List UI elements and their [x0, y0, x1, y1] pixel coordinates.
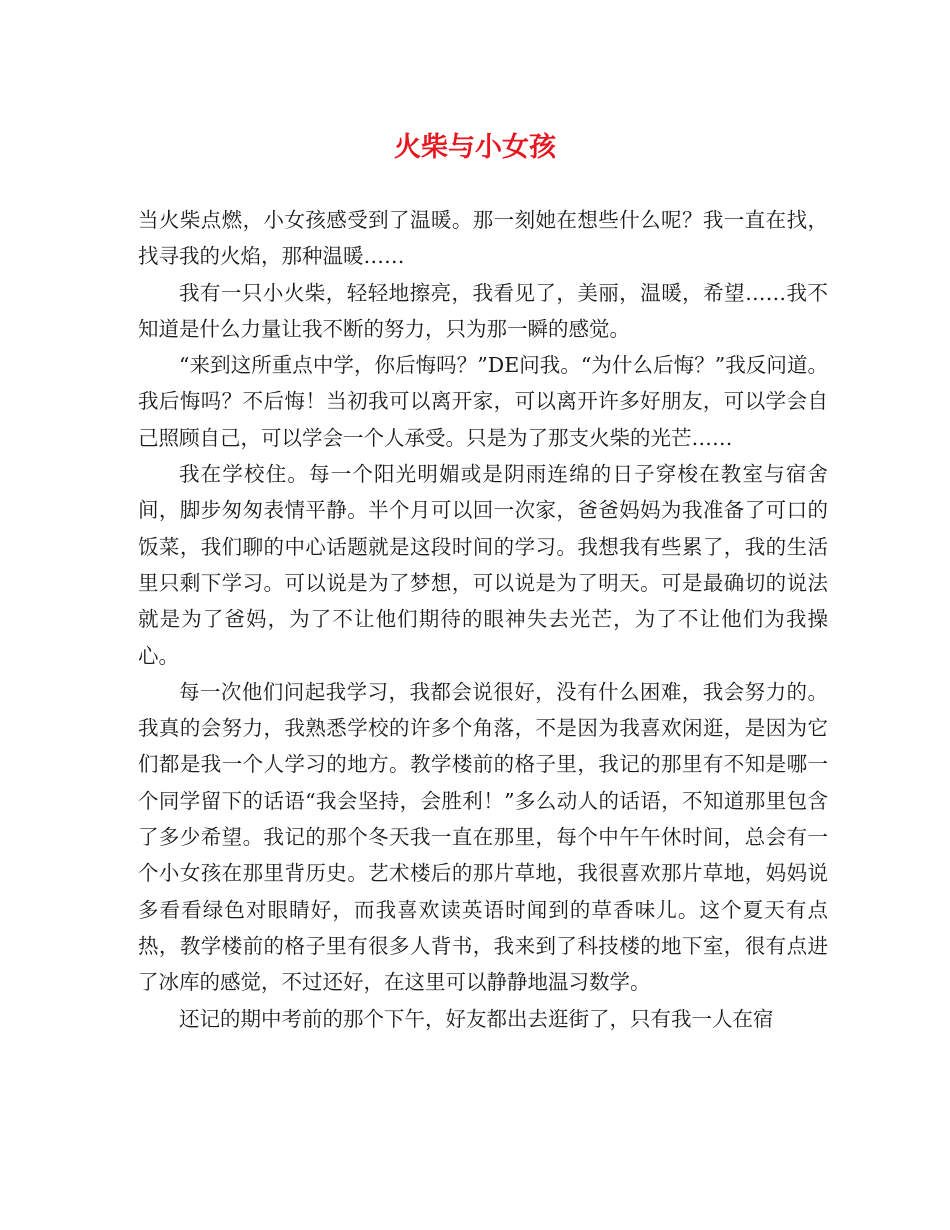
paragraph-2: 我有一只小火柴，轻轻地擦亮，我看见了，美丽，温暖，希望……我不知道是什么力量让我不断的努力，只为那一瞬的感觉。 [138, 280, 828, 341]
paragraph-6: 还记的期中考前的那个下午，好友都出去逛街了，只有我一人在宿 [179, 1006, 774, 1031]
paragraph-4: 我在学校住。每一个阳光明媚或是阴雨连绵的日子穿梭在教室与宿舍间，脚步匆匆表情平静。半个月可以回一次家，爸爸妈妈为我准备了可口的饭菜，我们聊的中心话题就是这段时间的学习。我想我有些累了，我的生活里只剩下学习。可以说是为了梦想，可以说是为了明天。可是最确切的说法就是为了爸妈，为了不让他们期待的眼神失去光芒，为了不让他们为我操心。 [138, 462, 828, 668]
document-body [138, 202, 828, 1037]
paragraph-5: 每一次他们问起我学习，我都会说很好，没有什么困难，我会努力的。我真的会努力，我熟悉学校的许多个角落，不是因为我喜欢闲逛，是因为它们都是我一个人学习的地方。教学楼前的格子里，我记的那里有不知是哪一个同学留下的话语“我会坚持，会胜利！”多么动人的话语，不知道那里包含了多少希望。我记的那个冬天我一直在那里，每个中午午休时间，总会有一个小女孩在那里背历史。艺术楼后的那片草地，我很喜欢那片草地，妈妈说多看看绿色对眼睛好，而我喜欢读英语时闻到的草香味儿。这个夏天有点热，教学楼前的格子里有很多人背书，我来到了科技楼的地下室，很有点进了冰库的感觉，不过还好，在这里可以静静地温习数学。 [138, 679, 828, 995]
paragraph-3: “来到这所重点中学，你后悔吗？”DE问我。“为什么后悔？”我反问道。我后悔吗？不后悔！当初我可以离开家，可以离开许多好朋友，可以学会自己照顾自己，可以学会一个人承受。只是为了那支火柴的光芒…… [138, 353, 828, 450]
paragraph-1: 当火柴点燃，小女孩感受到了温暖。那一刻她在想些什么呢？我一直在找，找寻我的火焰，那种温暖…… [138, 208, 828, 269]
document-title: 火柴与小女孩 [394, 132, 556, 163]
